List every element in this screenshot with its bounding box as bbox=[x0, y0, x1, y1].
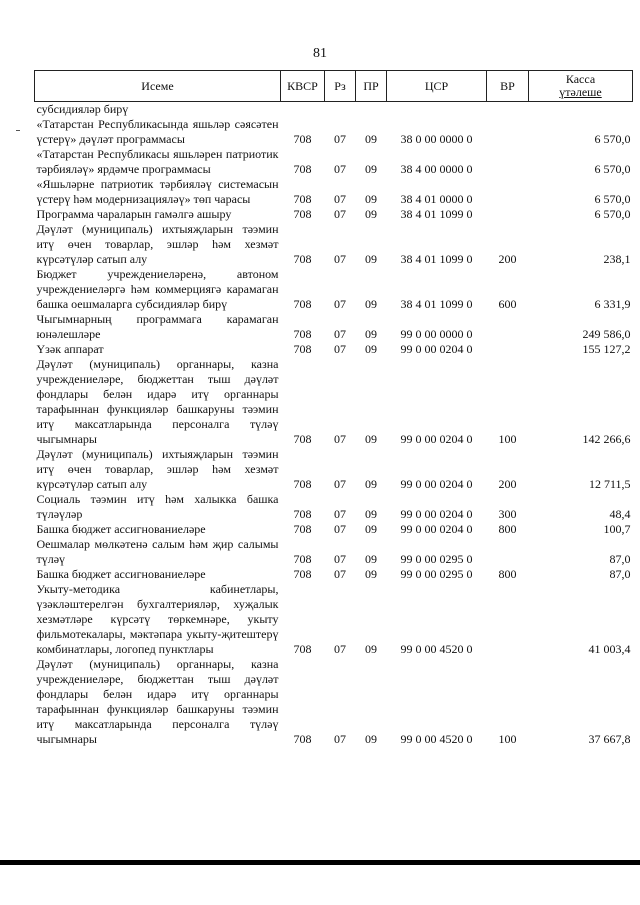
header-kvsr: КВСР bbox=[281, 71, 325, 102]
cell-rz: 07 bbox=[334, 342, 346, 356]
table-row bbox=[35, 342, 633, 357]
cell-csr: 99 0 00 0204 0 bbox=[400, 342, 473, 356]
header-name: Исеме bbox=[35, 71, 281, 102]
budget-table bbox=[34, 70, 633, 747]
cell-pr: 09 bbox=[365, 162, 377, 176]
cell-vr: 600 bbox=[498, 297, 517, 311]
cell-name: Чыгымнарның программага карамаган юнәлешләре bbox=[36, 312, 279, 341]
table-row bbox=[35, 492, 633, 522]
cell-vr bbox=[487, 117, 529, 147]
cell-vr: 200 bbox=[498, 252, 517, 266]
cell-rz: 07 bbox=[334, 567, 346, 581]
cell-pr: 09 bbox=[365, 342, 377, 356]
cell-rz bbox=[325, 102, 356, 118]
cell-pr: 09 bbox=[365, 552, 377, 566]
cell-kvsr: 708 bbox=[293, 507, 312, 521]
cell-csr: 99 0 00 0295 0 bbox=[400, 567, 473, 581]
header-csr: ЦСР bbox=[387, 71, 487, 102]
cell-amount: 37 667,8 bbox=[588, 732, 631, 746]
cell-vr: 800 bbox=[498, 567, 517, 581]
cell-vr bbox=[487, 582, 529, 657]
cell-kvsr: 708 bbox=[293, 732, 312, 746]
cell-name: Башка бюджет ассигнованиеләре bbox=[36, 522, 206, 536]
cell-csr: 99 0 00 0295 0 bbox=[400, 552, 473, 566]
cell-kvsr: 708 bbox=[293, 297, 312, 311]
cell-name: Программа чараларын гамәлгә ашыру bbox=[36, 207, 232, 221]
cell-name: Социаль тәэмин итү һәм халыкка башка түләүләр bbox=[36, 492, 279, 521]
cell-csr: 99 0 00 0204 0 bbox=[400, 522, 473, 536]
cell-csr: 38 0 00 0000 0 bbox=[400, 132, 473, 146]
cell-pr: 09 bbox=[365, 132, 377, 146]
cell-pr: 09 bbox=[365, 432, 377, 446]
cell-name: Бюджет учреждениеләренә, автоном учреждениеләргә һәм коммерциягә карамаган башка оешмаларга субсидияләр бирү bbox=[36, 267, 279, 311]
cell-pr bbox=[356, 102, 387, 118]
cell-name: «Татарстан Республикасы яшьләрен патриотик тәрбияләү» ярдәмче программасы bbox=[36, 147, 279, 176]
cell-pr: 09 bbox=[365, 327, 377, 341]
cell-pr: 09 bbox=[365, 192, 377, 206]
cell-amount: 87,0 bbox=[609, 567, 631, 581]
cell-kvsr bbox=[281, 102, 325, 118]
cell-rz: 07 bbox=[334, 192, 346, 206]
cell-vr: 800 bbox=[498, 522, 517, 536]
cell-name: Башка бюджет ассигнованиеләре bbox=[36, 567, 206, 581]
cell-kvsr: 708 bbox=[293, 132, 312, 146]
cell-pr: 09 bbox=[365, 507, 377, 521]
cell-kvsr: 708 bbox=[293, 522, 312, 536]
cell-name: субсидияләр бирү bbox=[36, 102, 129, 116]
table-row bbox=[35, 117, 633, 147]
header-kassa bbox=[529, 71, 633, 102]
table-header-row bbox=[35, 71, 633, 102]
cell-rz: 07 bbox=[334, 477, 346, 491]
cell-amount: 6 570,0 bbox=[594, 207, 631, 221]
cell-csr: 99 0 00 0204 0 bbox=[400, 477, 473, 491]
table-row bbox=[35, 222, 633, 267]
cell-csr: 99 0 00 0204 0 bbox=[400, 432, 473, 446]
cell-amount: 249 586,0 bbox=[582, 327, 631, 341]
cell-amount: 87,0 bbox=[609, 552, 631, 566]
cell-name: «Татарстан Республикасында яшьләр сәясәтен үстерү» дәүләт программасы bbox=[36, 117, 279, 146]
table-row bbox=[35, 447, 633, 492]
cell-csr: 38 4 01 1099 0 bbox=[400, 207, 473, 221]
cell-name: Дәүләт (муниципаль) ихтыяҗларын тәэмин итү өчен товарлар, эшләр һәм хезмәт күрсәтүләр сатып алу bbox=[36, 222, 279, 266]
cell-kvsr: 708 bbox=[293, 642, 312, 656]
cell-amount: 155 127,2 bbox=[582, 342, 631, 356]
cell-name: Дәүләт (муниципаль) ихтыяҗларын тәэмин итү өчен товарлар, эшләр һәм хезмәт күрсәтүләр сатып алу bbox=[36, 447, 279, 491]
cell-amount: 100,7 bbox=[603, 522, 631, 536]
header-vr: ВР bbox=[487, 71, 529, 102]
cell-pr: 09 bbox=[365, 477, 377, 491]
cell-rz: 07 bbox=[334, 507, 346, 521]
cell-rz: 07 bbox=[334, 522, 346, 536]
cell-name: Оешмалар мөлкәтенә салым һәм җир салымы түләү bbox=[36, 537, 279, 566]
cell-vr bbox=[487, 342, 529, 357]
cell-rz: 07 bbox=[334, 327, 346, 341]
cell-rz: 07 bbox=[334, 552, 346, 566]
header-pr: ПР bbox=[356, 71, 387, 102]
table-row bbox=[35, 147, 633, 177]
cell-name: Үзәк аппарат bbox=[36, 342, 104, 356]
cell-rz: 07 bbox=[334, 297, 346, 311]
scan-edge-bar bbox=[0, 860, 640, 865]
cell-csr bbox=[387, 102, 487, 118]
cell-vr bbox=[487, 207, 529, 222]
cell-rz: 07 bbox=[334, 207, 346, 221]
cell-rz: 07 bbox=[334, 162, 346, 176]
cell-amount: 6 570,0 bbox=[594, 192, 631, 206]
header-rz: Рз bbox=[325, 71, 356, 102]
table-row bbox=[35, 312, 633, 342]
cell-kvsr: 708 bbox=[293, 432, 312, 446]
table-row bbox=[35, 567, 633, 582]
cell-amount bbox=[529, 102, 633, 118]
cell-amount: 238,1 bbox=[603, 252, 631, 266]
cell-amount: 6 331,9 bbox=[594, 297, 631, 311]
cell-rz: 07 bbox=[334, 642, 346, 656]
cell-amount: 6 570,0 bbox=[594, 132, 631, 146]
cell-pr: 09 bbox=[365, 567, 377, 581]
table-row bbox=[35, 657, 633, 747]
cell-name: Дәүләт (муниципаль) органнары, казна учреждениеләре, бюджеттан тыш дәүләт фондлары белән идарә итү органнары тарафыннан функцияләр башкаруны тәэмин итү максатларында персоналга түләү чыгымнары bbox=[36, 657, 279, 746]
cell-vr: 200 bbox=[498, 477, 517, 491]
cell-csr: 38 4 00 0000 0 bbox=[400, 162, 473, 176]
table-row bbox=[35, 207, 633, 222]
cell-amount: 6 570,0 bbox=[594, 162, 631, 176]
table-row bbox=[35, 537, 633, 567]
cell-pr: 09 bbox=[365, 207, 377, 221]
cell-amount: 12 711,5 bbox=[588, 477, 631, 491]
cell-kvsr: 708 bbox=[293, 477, 312, 491]
cell-csr: 38 4 01 0000 0 bbox=[400, 192, 473, 206]
table-row bbox=[35, 522, 633, 537]
cell-kvsr: 708 bbox=[293, 192, 312, 206]
cell-kvsr: 708 bbox=[293, 327, 312, 341]
cell-kvsr: 708 bbox=[293, 252, 312, 266]
cell-kvsr: 708 bbox=[293, 162, 312, 176]
cell-kvsr: 708 bbox=[293, 207, 312, 221]
cell-vr: 100 bbox=[498, 432, 517, 446]
cell-rz: 07 bbox=[334, 252, 346, 266]
cell-csr: 99 0 00 4520 0 bbox=[400, 732, 473, 746]
cell-rz: 07 bbox=[334, 732, 346, 746]
cell-vr: 100 bbox=[498, 732, 517, 746]
cell-csr: 38 4 01 1099 0 bbox=[400, 297, 473, 311]
cell-pr: 09 bbox=[365, 297, 377, 311]
cell-csr: 99 0 00 0000 0 bbox=[400, 327, 473, 341]
cell-pr: 09 bbox=[365, 642, 377, 656]
cell-rz: 07 bbox=[334, 432, 346, 446]
cell-amount: 48,4 bbox=[609, 507, 631, 521]
table-row bbox=[35, 357, 633, 447]
cell-vr: 300 bbox=[498, 507, 517, 521]
header-kassa-line2: үтәлеше bbox=[559, 85, 602, 99]
cell-pr: 09 bbox=[365, 252, 377, 266]
cell-name: Укыту-методика кабинетлары, үзәкләштерелгән бухгалтерияләр, хуҗалык хезмәтләре күрсәтү төркемнәре, укыту фильмотекалары, мәктәпара укыту-җитештерү комбинатлары, логопед пунктлары bbox=[36, 582, 279, 656]
cell-pr: 09 bbox=[365, 522, 377, 536]
cell-amount: 142 266,6 bbox=[582, 432, 631, 446]
cell-kvsr: 708 bbox=[293, 342, 312, 356]
table-row bbox=[35, 102, 633, 118]
table-row bbox=[35, 177, 633, 207]
cell-name: Дәүләт (муниципаль) органнары, казна учреждениеләре, бюджеттан тыш дәүләт фондлары белән идарә итү органнары тарафыннан функцияләр башкаруны тәэмин итү максатларында персоналга түләү чыгымнары bbox=[36, 357, 279, 446]
header-kassa-line1: Касса bbox=[565, 72, 596, 86]
cell-kvsr: 708 bbox=[293, 552, 312, 566]
cell-csr: 99 0 00 0204 0 bbox=[400, 507, 473, 521]
cell-vr bbox=[487, 102, 529, 118]
cell-vr bbox=[487, 537, 529, 567]
cell-vr bbox=[487, 312, 529, 342]
cell-csr: 38 4 01 1099 0 bbox=[400, 252, 473, 266]
page-number: 81 bbox=[313, 46, 327, 61]
table-row bbox=[35, 582, 633, 657]
margin-mark bbox=[16, 130, 20, 131]
table-row bbox=[35, 267, 633, 312]
cell-kvsr: 708 bbox=[293, 567, 312, 581]
cell-csr: 99 0 00 4520 0 bbox=[400, 642, 473, 656]
cell-vr bbox=[487, 177, 529, 207]
cell-vr bbox=[487, 147, 529, 177]
cell-rz: 07 bbox=[334, 132, 346, 146]
cell-name: «Яшьләрне патриотик тәрбияләү системасын үстерү һәм модернизацияләү» төп чарасы bbox=[36, 177, 279, 206]
cell-pr: 09 bbox=[365, 732, 377, 746]
cell-amount: 41 003,4 bbox=[588, 642, 631, 656]
